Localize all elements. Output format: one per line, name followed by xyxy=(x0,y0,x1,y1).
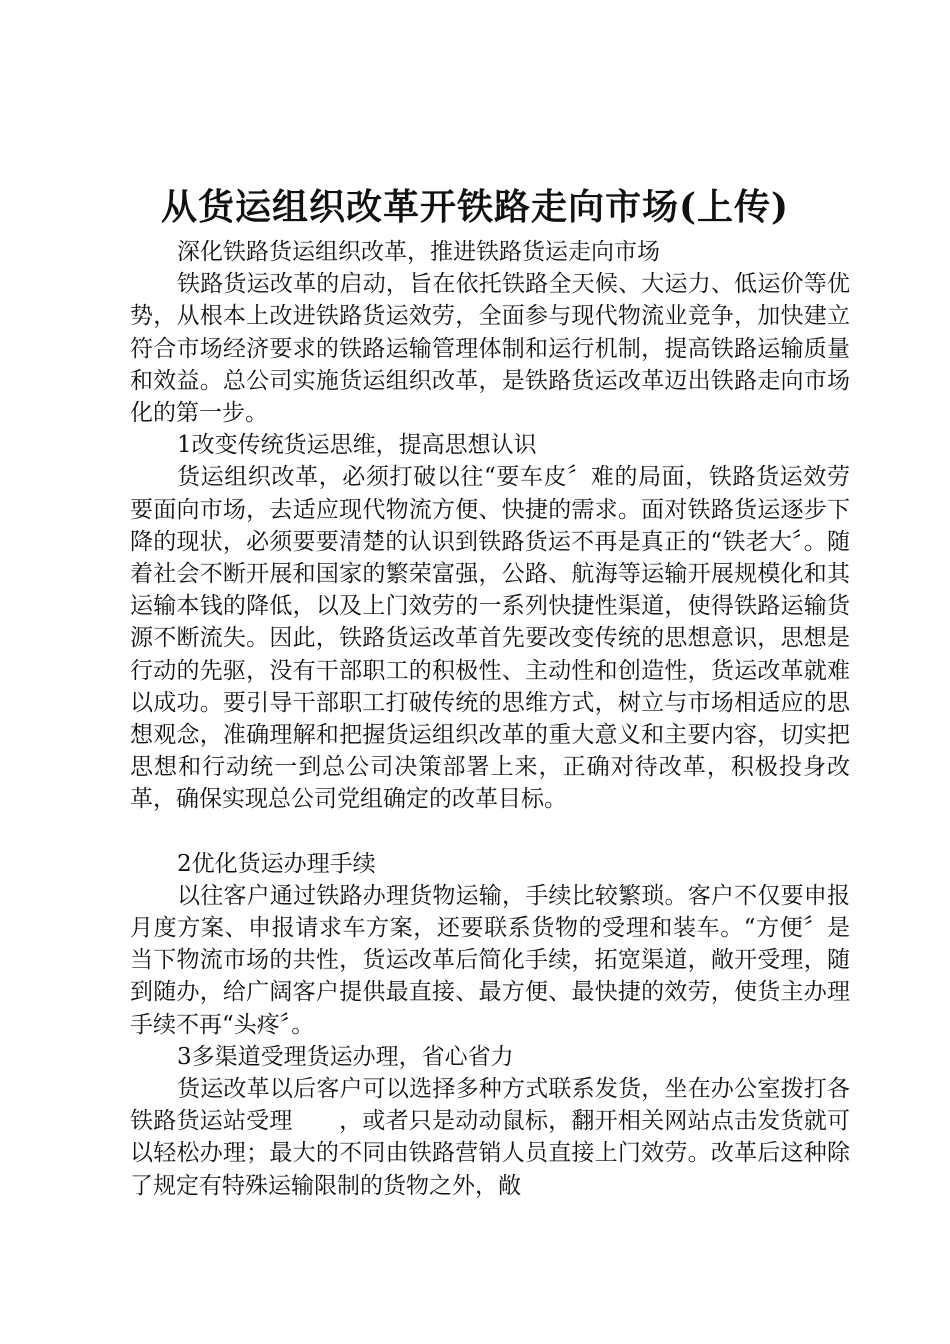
section-heading-2: 2优化货运办理手续 xyxy=(177,850,376,877)
document-body xyxy=(130,236,850,1202)
paragraph-intro: 铁路货运改革的启动，旨在依托铁路全天候、大运力、低运价等优势，从根本上改进铁路货运效劳，全面参与现代物流业竞争，加快建立符合市场经济要求的铁路运输管理体制和运行机制，提高铁路运输质量和效益。总公司实施货运组织改革，是铁路货运改革迈出铁路走向市场化的第一步。 xyxy=(130,271,850,427)
section-heading-1: 1改变传统货运思维，提高思想认识 xyxy=(177,432,537,459)
document-title: 从货运组织改革开铁路走向市场(上传) xyxy=(160,186,790,228)
paragraph-subtitle: 深化铁路货运组织改革，推进铁路货运走向市场 xyxy=(177,239,660,265)
paragraph-section-2: 以往客户通过铁路办理货物运输，手续比较繁琐。客户不仅要申报月度方案、申报请求车方案，还要联系货物的受理和装车。“方便〞是当下物流市场的共性，货运改革后简化手续，拓宽渠道，敞开受理，随到随办，给广阔客户提供最直接、最方便、最快捷的效劳，使货主办理手续不再“头疼〞。 xyxy=(130,882,850,1038)
paragraph-section-3: 货运改革以后客户可以选择多种方式联系发货，坐在办公室拨打各铁路货运站受理 ，或者只是动动鼠标，翻开相关网站点击发货就可以轻松办理；最大的不同由铁路营销人员直接上门效劳。改革后这种除了规定有特殊运输限制的货物之外，敞 xyxy=(130,1076,850,1199)
paragraph-section-1: 货运组织改革，必须打破以往“要车皮〞难的局面，铁路货运效劳要面向市场，去适应现代物流方便、快捷的需求。面对铁路货运逐步下降的现状，必须要要清楚的认识到铁路货运不再是真正的“铁老大〞。随着社会不断开展和国家的繁荣富强，公路、航海等运输开展规模化和其运输本钱的降低，以及上门效劳的一系列快捷性渠道，使得铁路运输货源不断流失。因此，铁路货运改革首先要改变传统的思想意识，思想是行动的先驱，没有干部职工的积极性、主动性和创造性，货运改革就难以成功。要引导干部职工打破传统的思维方式，树立与市场相适应的思想观念，准确理解和把握货运组织改革的重大意义和主要内容，切实把思想和行动统一到总公司决策部署上来，正确对待改革，积极投身改革，确保实现总公司党组确定的改革目标。 xyxy=(130,464,850,813)
section-heading-3: 3多渠道受理货运办理，省心省力 xyxy=(177,1043,514,1070)
